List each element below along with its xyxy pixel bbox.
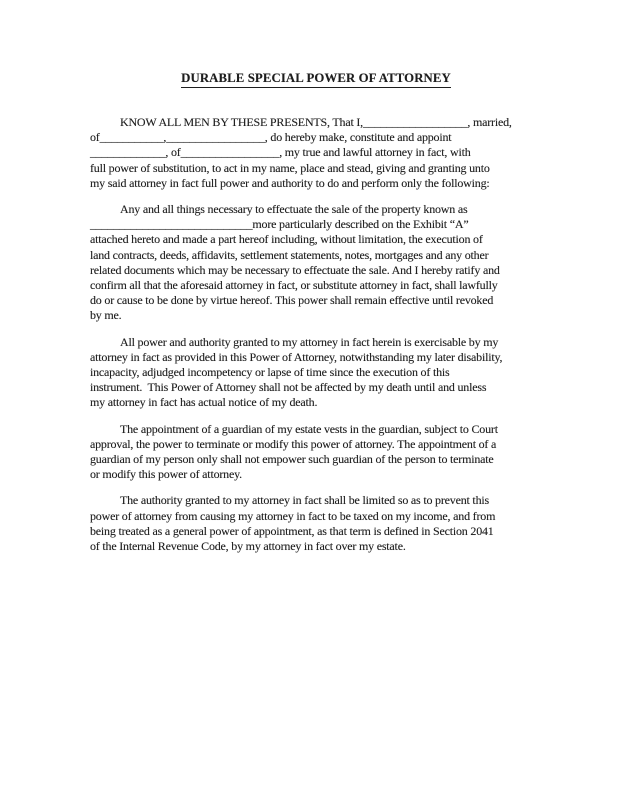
text-line: land contracts, deeds, affidavits, settlement statements, notes, mortgages and any other — [90, 247, 489, 262]
document-title-text: DURABLE SPECIAL POWER OF ATTORNEY — [181, 71, 451, 88]
text-line: my said attorney in fact full power and authority to do and perform only the following: — [90, 175, 490, 190]
text-line: do or cause to be done by virtue hereof. This power shall remain effective until revoked — [90, 293, 494, 308]
document-title — [90, 71, 542, 86]
text-line: _____________, of_________________, my true and lawful attorney in fact, with — [90, 145, 471, 160]
paragraph — [90, 335, 542, 411]
text-line: being treated as a general power of appointment, as that term is defined in Section 2041 — [90, 523, 494, 538]
text-line: The authority granted to my attorney in fact shall be limited so as to prevent this — [120, 493, 489, 508]
text-line: The appointment of a guardian of my estate vests in the guardian, subject to Court — [120, 421, 498, 436]
text-line: power of attorney from causing my attorney in fact to be taxed on my income, and from — [90, 508, 496, 523]
text-line: or modify this power of attorney. — [90, 467, 242, 482]
text-line: full power of substitution, to act in my name, place and stead, giving and granting unto — [90, 160, 490, 175]
text-line: guardian of my person only shall not empower such guardian of the person to terminate — [90, 452, 494, 467]
text-line: by me. — [90, 308, 122, 323]
text-line: approval, the power to terminate or modify this power of attorney. The appointment of a — [90, 436, 497, 451]
text-line: related documents which may be necessary to effectuate the sale. And I hereby ratify and — [90, 262, 500, 277]
text-line: All power and authority granted to my attorney in fact herein is exercisable by my — [120, 334, 499, 349]
document-content — [90, 71, 542, 554]
text-line: Any and all things necessary to effectuate the sale of the property known as — [120, 202, 468, 217]
paragraph — [90, 493, 542, 554]
text-line: attorney in fact as provided in this Power of Attorney, notwithstanding my later disability, — [90, 349, 503, 364]
text-line: of___________,_________________, do hereby make, constitute and appoint — [90, 130, 452, 145]
text-line: of the Internal Revenue Code, by my attorney in fact over my estate. — [90, 539, 406, 554]
document-body — [90, 115, 542, 554]
paragraph — [90, 422, 542, 483]
text-line: my attorney in fact has actual notice of my death. — [90, 395, 318, 410]
text-line: instrument. This Power of Attorney shall not be affected by my death until and unless — [90, 380, 487, 395]
text-line: ____________________________more particularly described on the Exhibit “A” — [90, 217, 469, 232]
paragraph — [90, 115, 542, 191]
paragraph — [90, 202, 542, 324]
text-line: KNOW ALL MEN BY THESE PRESENTS, That I,__________________, married, — [120, 115, 512, 129]
text-line: confirm all that the aforesaid attorney in fact, or substitute attorney in fact, shall lawfully — [90, 278, 498, 293]
text-line: attached hereto and made a part hereof including, without limitation, the execution of — [90, 232, 483, 247]
text-line: incapacity, adjudged incompetency or lapse of time since the execution of this — [90, 365, 450, 380]
